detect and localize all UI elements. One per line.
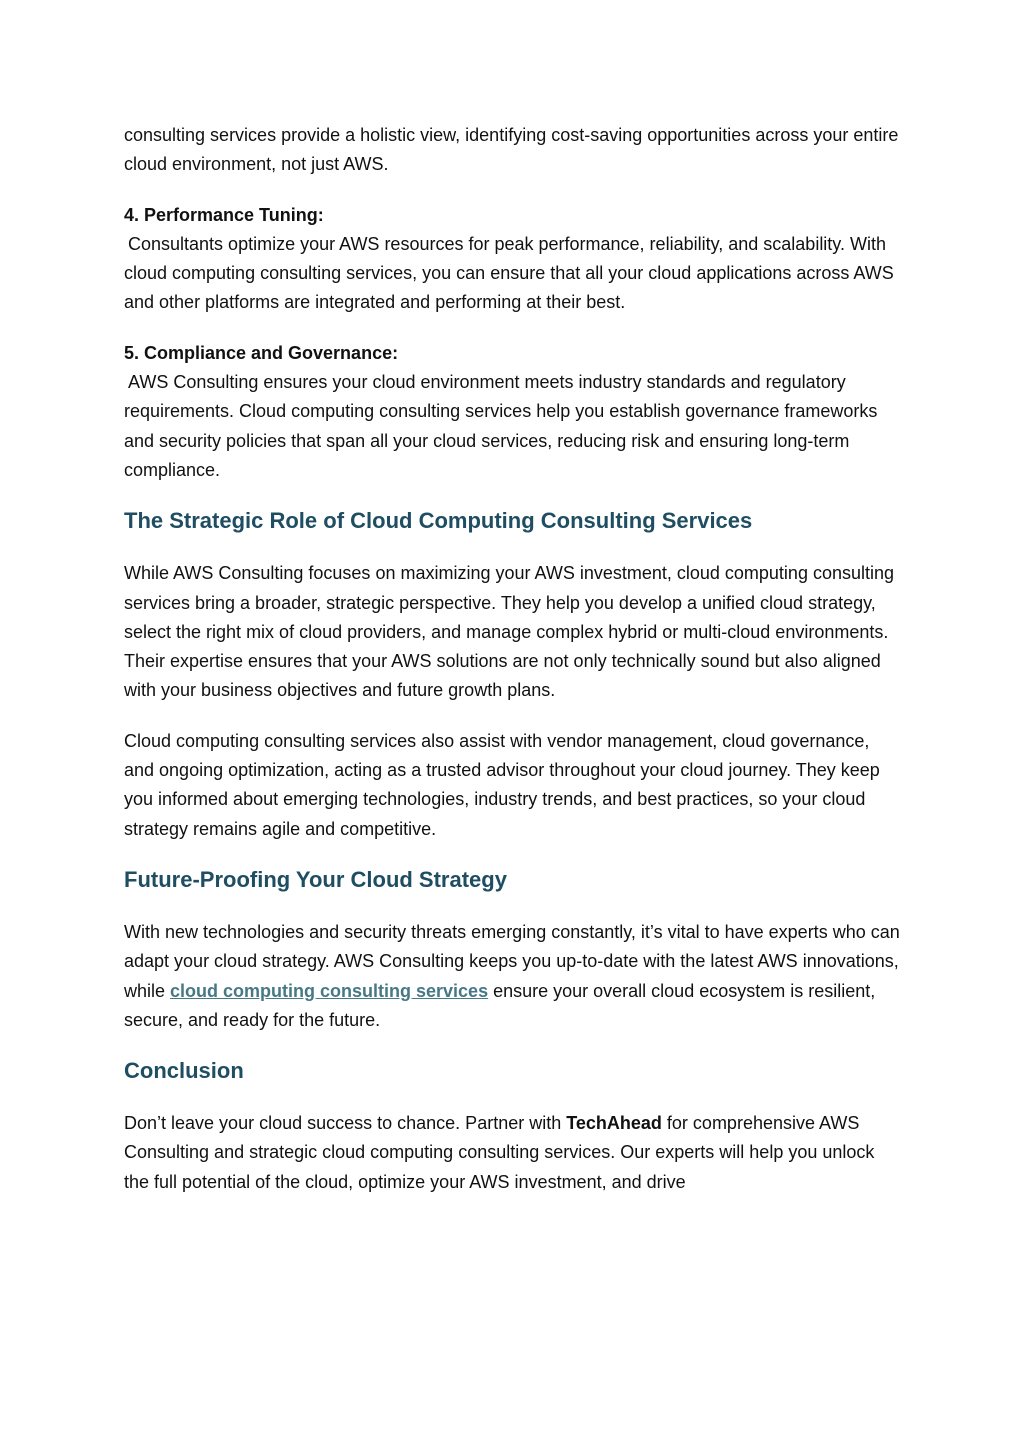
future-paragraph <box>124 918 903 1035</box>
section-heading-conclusion: Conclusion <box>124 1058 244 1084</box>
conclusion-text-after: for comprehensive AWS Consulting and strategic cloud computing consulting services. Our experts will help you unlock the full potential of the cloud, optimize your AWS investment, and drive <box>124 1113 875 1192</box>
company-name: TechAhead <box>566 1113 662 1134</box>
item-body: AWS Consulting ensures your cloud environment meets industry standards and regulatory requirements. Cloud computing consulting services help you establish governance frameworks and security policies that span all your cloud services, reducing risk and ensuring long-term compliance. <box>124 372 878 480</box>
strategic-paragraph-1: While AWS Consulting focuses on maximizing your AWS investment, cloud computing consulting services bring a broader, strategic perspective. They help you develop a unified cloud strategy, select the right mix of cloud providers, and manage complex hybrid or multi-cloud environments. Their expertise ensures that your AWS solutions are not only technically sound but also aligned with your business objectives and future growth plans. <box>124 563 895 701</box>
intro-paragraph: consulting services provide a holistic view, identifying cost-saving opportunities across your entire cloud environment, not just AWS. <box>124 125 899 175</box>
item-title: 4. Performance Tuning: <box>124 204 324 225</box>
item-title: 5. Compliance and Governance: <box>124 342 399 363</box>
section-heading-future-proofing: Future-Proofing Your Cloud Strategy <box>124 866 507 892</box>
conclusion-text-before: Don’t leave your cloud success to chance. Partner with <box>124 1113 567 1134</box>
item-body: Consultants optimize your AWS resources for peak performance, reliability, and scalability. With cloud computing consulting services, you can ensure that all your cloud applications across AWS and other platforms are integrated and performing at their best. <box>124 233 894 313</box>
future-text-after-link: ensure your overall cloud ecosystem is resilient, secure, and ready for the future. <box>124 980 876 1030</box>
list-item-performance-tuning <box>124 201 903 318</box>
section-heading-strategic-role: The Strategic Role of Cloud Computing Consulting Services <box>124 508 753 534</box>
strategic-paragraph-2: Cloud computing consulting services also assist with vendor management, cloud governance, and ongoing optimization, acting as a trusted advisor throughout your cloud journey. They keep you informed about emerging technologies, industry trends, and best practices, so your cloud strategy remains agile and competitive. <box>124 730 880 839</box>
cloud-consulting-link[interactable]: cloud computing consulting services <box>170 980 489 1001</box>
conclusion-paragraph <box>124 1109 903 1197</box>
list-item-compliance-governance <box>124 339 903 485</box>
future-text-before-link: With new technologies and security threats emerging constantly, it’s vital to have experts who can adapt your cloud strategy. AWS Consulting keeps you up-to-date with the latest AWS innovations, while <box>124 921 900 1001</box>
